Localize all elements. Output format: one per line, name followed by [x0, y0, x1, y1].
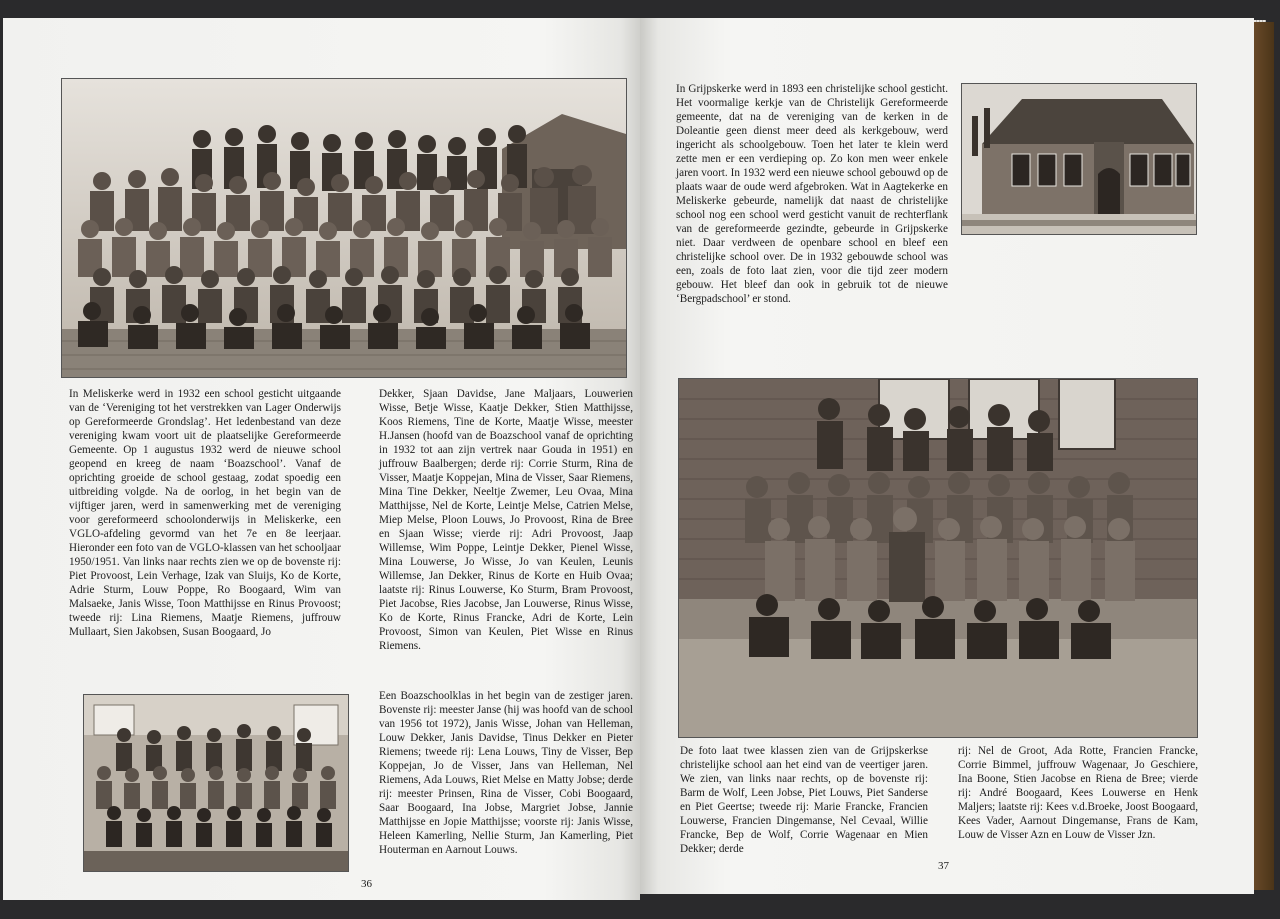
boazschool-photo-illustration: [84, 695, 348, 871]
intro-grijpskerke: In Grijpskerke werd in 1893 een christelijke school gesticht. Het voormalige kerkje van de Christelijk Gereformeerde gemeente, dat na de vereniging van de kerken in de Doleantie geen dienst meer deed als kerkgebouw, werd ingericht als schoolgebouw. Toen het later te klein werd zette men er een verdieping op. Zo kon men weer enkele jaren voort. In 1932 werd een nieuwe school gebouwd op de plaats waar de oude werd afgebroken. Wat in Aagtekerke en Meliskerke gebeurde, namelijk dat naast de christelijke school nog een school werd gesticht vanuit de rechterflank van de gereformeerde gezindte, gebeurde in Grijpskerke niet. Daar verdween de openbare school en bleef een christelijke school over. De in 1932 gebouwde school was een, zoals de foto laat zien, voor die tijd zeer modern gebouw. Het bleef dan ook in gebruik tot de nieuwe ‘Bergpadschool’ er stond.: [676, 83, 948, 305]
left-page: [3, 18, 640, 900]
photo-school-building: [961, 83, 1197, 235]
photo-vglo-class: [61, 78, 627, 378]
photo-grijpskerke-classes: [678, 378, 1198, 738]
caption-boazschool: Een Boazschoolklas in het begin van de zestiger jaren. Bovenste rij: meester Janse (hij was hoofd van de school van 1956 tot 1972), Janis Wisse, Johan van Helleman, Louw Dekker, Janis Davidse, Tinus Dekker en Pieter Riemens; tweede rij: Lena Louws, Tiny de Visser, Bep Koppejan, Jo de Visser, Jans van Helleman, Nel Riemens, Ada Louws, Riet Melse en Matty Jobse; derde rij: meester Prinsen, Rina de Visser, Cobi Boogaard, Saar Boogaard, Ina Jobse, Margriet Jobse, Jannie Matthijsse en Jopie Matthijsse; voorste rij: Janis Wisse, Heleen Kamerling, Nellie Sturm, Jan Kamerling, Piet Houterman en Aarnout Louws.: [379, 690, 633, 856]
photo-boazschool-class: [83, 694, 349, 872]
caption-grijpskerke-col2: rij: Nel de Groot, Ada Rotte, Francien Francke, Corrie Bimmel, juffrouw Wagenaar, Jo Geschiere, Ina Boone, Stien Jacobse en Riena de Bree; vierde rij: André Boogaard, Kees Louwerse en Henk Maljers; laatste rij: Kees v.d.Broeke, Joost Boogaard, Kees Vader, Aarnout Dingemanse, Frans de Kam, Louw de Visser Azn en Louw de Visser Jzn.: [958, 745, 1198, 841]
page-number-left: 36: [361, 878, 372, 890]
caption-grijpskerke-col1: De foto laat twee klassen zien van de Grijpskerkse christelijke school aan het eind van de veertiger jaren. We zien, van links naar rechts, op de bovenste rij: Barm de Wolf, Leen Jobse, Piet Louws, Piet Sanderse en Piet Geertse; tweede rij: Marie Francke, Francien Louwerse, Francien Dingemanse, Nel Cevaal, Willie Francke, Bep de Wolf, Corrie Wagenaar en Mien Dekker; derde: [680, 745, 928, 855]
book-cover-edge: [1252, 22, 1274, 890]
class-photo-illustration: [62, 79, 626, 377]
grijpskerke-classes-illustration: [679, 379, 1197, 737]
school-building-illustration: [962, 84, 1196, 234]
right-page: [640, 18, 1254, 894]
caption-meliskerke-col1: In Meliskerke werd in 1932 een school gesticht uitgaande van de ‘Vereniging tot het verstrekken van Lager Onderwijs op Gereformeerde Grondslag’. Het ledenbestand van deze vereniging kwam voort uit de plaatselijke Gereformeerde Gemeente. Op 1 augustus 1932 werd de nieuwe school geopend en kreeg de naam ‘Boazschool’. Vanaf de oprichting groeide de school gestaag, zodat spoedig een uitbreiding volgde. Na de oorlog, in het begin van de vijftiger jaren, werd in samenwerking met de vereniging voor gereformeerd schoolonderwijs in Meliskerke, een VGLO-afdeling gevormd van het 7e en 8e leerjaar. Hieronder een foto van de VGLO-klassen van het schooljaar 1950/1951. Van links naar rechts zien we op de bovenste rij: Piet Provoost, Lein Verhage, Izak van Sluijs, Ko de Korte, Adrie Sturm, Louw Poppe, Ro Boogaard, Wim van Malsaeke, Janis Wisse, Toon Matthijsse en Rinus Provoost; tweede rij: Lina Riemens, Maatje Riemens, juffrouw Mullaart, Sien Jakobsen, Susan Boogaard, Jo: [69, 388, 341, 638]
caption-meliskerke-col2: Dekker, Sjaan Davidse, Jane Maljaars, Louwerien Wisse, Betje Wisse, Kaatje Dekker, Stien Matthijsse, Koos Riemens, Tine de Korte, Maatje Wisse, meester H.Jansen (hoofd van de Boazschool vanaf de oprichting in 1932 tot aan zijn vertrek naar Gouda in 1951) en juffrouw Baalbergen; derde rij: Corrie Sturm, Rina de Visser, Maatje Koppejan, Mina de Visser, Saar Riemens, Mina Tine Dekker, Neeltje Zwemer, Leu Ovaa, Mina Matthijsse, Nel de Korte, Leintje Melse, Catrien Melse, Miep Melse, Ploon Louws, Jo Provoost, Rina de Bree en Sjaan Wisse; vierde rij: Adri Provoost, Jaap Willemse, Wim Poppe, Leintje Dekker, Pienel Wisse, Mina Louwerse, Jo Wisse, Jo van Keulen, Leunis Willemse, Jan Dekker, Rinus de Korte en Huib Ovaa; laatste rij: Rinus Louwerse, Ko Sturm, Bram Provoost, Piet Jacobse, Ries Jacobse, Jan Louwerse, Rinus Wisse, Ko de Korte, Rinus Francke, Adri de Korte, Lein Provoost, Simon van Keulen, Piet Wisse en Rinus Riemens.: [379, 388, 633, 652]
page-number-right: 37: [938, 860, 949, 872]
